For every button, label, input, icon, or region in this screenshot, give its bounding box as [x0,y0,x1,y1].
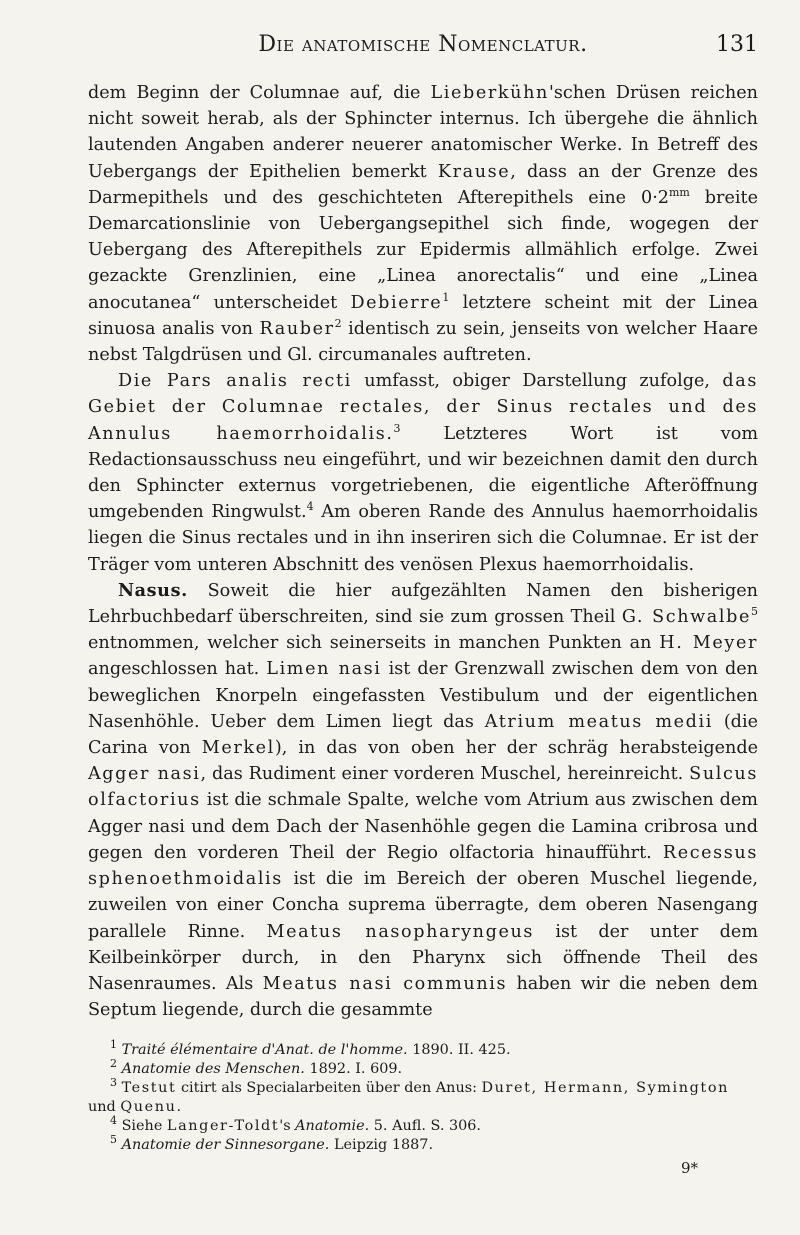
term: Agger nasi [88,764,201,785]
author-name: Krause [437,161,511,182]
author-name: Lieberkühn [430,83,549,103]
footnote-ref[interactable]: 4 [306,500,314,514]
body-text [88,80,758,1023]
text: Leipzig 1887. [329,1137,434,1154]
term: Die Pars analis recti [118,371,352,392]
footnote-3 [88,1076,758,1117]
text: breite Demarcationslinie von Uebergangsepithel sich finde, wogegen der Uebergang des Afterepithels zur Epidermis allmählich erfolge. Zwei gezackte Grenzlinien, eine „Linea anorectalis“ und eine „Linea anocutanea“ unterscheidet [88,187,758,313]
author-name: Debierre [350,292,443,313]
running-title: Die anatomische Nomenclatur. [258,32,588,57]
text: citirt als Specialarbeiten über den Anus: [176,1080,482,1097]
footnote-5 [88,1133,758,1155]
footnote-number: 3 [110,1076,117,1090]
text: haben wir die neben dem Septum liegende, durch die gesammte [88,973,758,1021]
term: Meatus nasi communis [262,973,508,994]
text: ist der unter dem Keilbeinkörper durch, in den Pharynx sich öffnende Theil des Nasenraumes. Als [88,921,758,994]
paragraph-1 [88,80,758,368]
term: Atrium meatus medii [484,711,713,732]
text: angeschlossen hat. [88,659,267,680]
footnote-number: 1 [110,1038,117,1052]
text: ist die im Bereich der oberen Muschel liegende, zuweilen von einer Concha suprema überragte, dem oberen Nasengang parallele Rinne. [88,869,758,942]
term: das Gebiet der Columnae rectales, der Sinus rectales und des Annulus haemorrhoidalis. [88,371,758,444]
text: . [176,1099,182,1116]
author-name: Quenu [120,1099,177,1116]
text: letztere scheint mit der Linea sinuosa analis von [88,292,758,339]
running-header [88,32,758,68]
author-name: H. Meyer [659,633,758,654]
term: Limen nasi [266,659,382,680]
text: Letzteres Wort ist vom Redactionsausschuss neu eingeführt, und wir bezeichnen damit den durch den Sphincter externus vorgetriebenen, die eigentliche Afteröffnung umgebenden Ringwulst. [88,423,758,523]
unit-superscript: mm [668,185,690,199]
footnote-4 [88,1114,758,1136]
footnote-2 [88,1057,758,1079]
paragraph-3 [88,578,758,1023]
author-name: Langer-Toldt [166,1118,280,1135]
footnote-ref[interactable]: 5 [751,605,758,619]
footnote-number: 2 [110,1057,117,1071]
text: entnommen, welcher sich seinerseits in manchen Punkten an [88,633,660,654]
term: Sulcus olfactorius [88,764,758,811]
author-name: Merkel [201,738,275,759]
text: ist die schmale Spalte, welche vom Atrium aus zwischen dem Agger nasi und dem Dach der Nasenhöhle gegen die Lamina cribrosa und gegen den vorderen Theil der Regio olfactoria hinaufführt. [88,790,758,863]
text: ), in das von oben her der schräg herabsteigende [274,738,759,759]
section-heading: Nasus. [118,579,188,601]
text: umfasst, obiger Darstellung zufolge, [351,371,723,392]
text: ist der Grenzwall zwischen dem von den beweglichen Knorpeln eingefassten Vestibulum und der eigentlichen Nasenhöhle. Ueber dem Limen liegt das [88,659,758,732]
citation-title: Anatomie. [295,1118,370,1135]
text: Siehe [121,1118,167,1135]
citation-title: Anatomie des Menschen. [121,1061,305,1078]
text: , dass an der Grenze des Darmepithels und des geschichteten Afterepithels eine 0·2 [88,161,758,208]
text: 1892. I. 609. [304,1061,403,1078]
footnote-number: 4 [110,1114,117,1128]
text: dem Beginn der Columnae auf, die [88,83,431,103]
footnote-ref[interactable]: 3 [393,421,401,435]
text: (die Carina von [88,711,758,759]
footnote-number: 5 [110,1133,117,1147]
author-name: Testut [121,1080,177,1097]
author-name: Rauber [259,318,335,339]
text: 's [279,1118,296,1135]
footnotes [88,1038,758,1178]
author-name: Duret, Hermann, Symington [481,1080,729,1097]
paragraph-2 [88,368,758,578]
text: Soweit die hier aufgezählten Namen den bisherigen Lehrbuchbedarf überschreiten, sind sie zum grossen Theil [88,580,758,628]
text: 'schen Drüsen reichen nicht soweit herab, als der Sphincter internus. Ich übergehe die ähnlich lautenden Angaben anderer neuerer anatomischer Werke. In Betreff des Uebergangs der Epithelien bemerkt [88,83,758,182]
text: 1890. II. 425. [407,1042,511,1059]
term: Meatus nasopharyngeus [266,921,535,942]
footnote-ref[interactable]: 1 [442,290,450,304]
citation-title: Anatomie der Sinnesorgane. [121,1137,330,1154]
sheet-signature: 9* [680,1159,698,1178]
text: identisch zu sein, jenseits von welcher Haare nebst Talgdrüsen und Gl. circumanales auftreten. [88,318,758,366]
term: Recessus sphenoethmoidalis [88,842,758,890]
text: und [88,1099,121,1116]
text: Am oberen Rande des Annulus haemorrhoidalis liegen die Sinus rectales und in ihn inseriren sich die Columnae. Er ist der Träger vom unteren Abschnitt des venösen Plexus haemorrhoidalis. [88,502,759,575]
page-number: 131 [716,32,758,57]
citation-title: Traité élémentaire d'Anat. de l'homme. [121,1042,408,1059]
footnote-ref[interactable]: 2 [334,316,342,330]
footnote-1 [88,1038,758,1060]
author-name: G. Schwalbe [621,607,751,628]
text: , das Rudiment einer vorderen Muschel, hereinreicht. [200,764,690,785]
text: 5. Aufl. S. 306. [369,1118,482,1135]
